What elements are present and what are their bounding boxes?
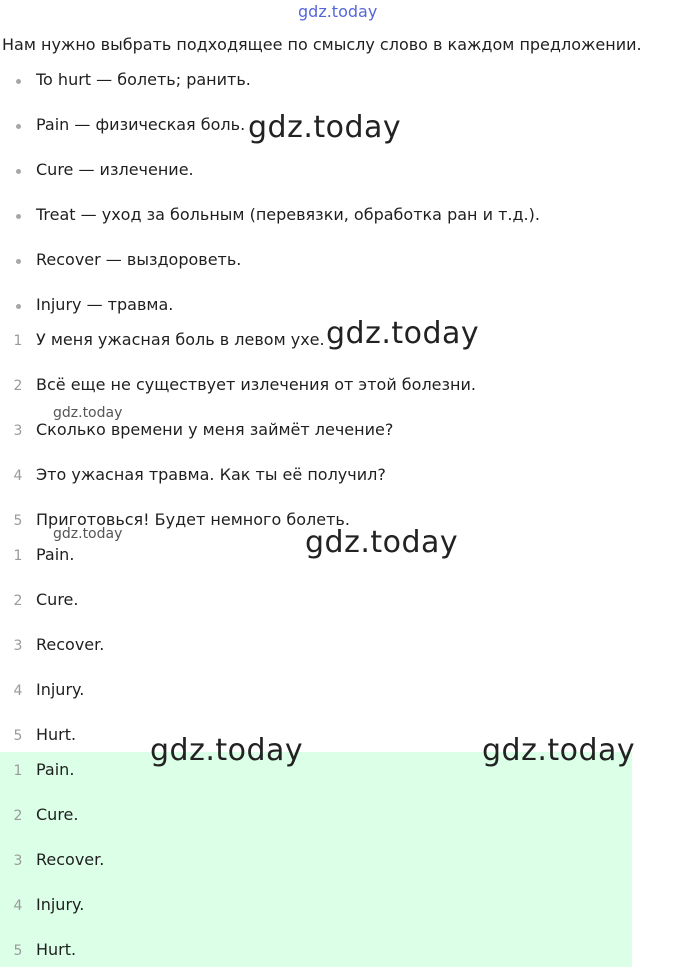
- task-intro: Нам нужно выбрать подходящее по смыслу слово в каждом предложении.: [2, 35, 642, 54]
- item-number: 2: [13, 808, 23, 824]
- answer-text: Injury.: [36, 895, 85, 914]
- item-number: 5: [13, 513, 23, 529]
- vocab-text: Cure — излечение.: [36, 160, 194, 179]
- answer-text: Recover.: [36, 635, 105, 654]
- answer-text: Hurt.: [36, 725, 77, 744]
- answer-text: Recover.: [36, 850, 105, 869]
- item-number: 2: [13, 593, 23, 609]
- answer-text: Hurt.: [36, 940, 77, 959]
- item-number: 4: [13, 683, 23, 699]
- item-number: 1: [13, 763, 23, 779]
- item-number: 1: [13, 333, 23, 349]
- vocab-text: Pain — физическая боль.: [36, 115, 246, 134]
- watermark: gdz.today: [53, 526, 123, 542]
- answer-text: Cure.: [36, 805, 79, 824]
- vocab-text: To hurt — болеть; ранить.: [36, 70, 251, 89]
- sentence-text: У меня ужасная боль в левом ухе.: [36, 330, 325, 349]
- watermark: gdz.today: [248, 110, 402, 145]
- sentence-text: Это ужасная травма. Как ты её получил?: [36, 465, 386, 484]
- item-number: 5: [13, 943, 23, 959]
- bullet-icon: [16, 79, 21, 84]
- answer-text: Cure.: [36, 590, 79, 609]
- vocab-text: Injury — травма.: [36, 295, 174, 314]
- item-number: 4: [13, 468, 23, 484]
- watermark: gdz.today: [326, 316, 480, 351]
- bullet-icon: [16, 304, 21, 309]
- bullet-icon: [16, 214, 21, 219]
- answer-text: Injury.: [36, 680, 85, 699]
- vocab-text: Recover — выздороветь.: [36, 250, 242, 269]
- item-number: 3: [13, 638, 23, 654]
- sentence-text: Приготовься! Будет немного болеть.: [36, 510, 350, 529]
- item-number: 4: [13, 898, 23, 914]
- watermark: gdz.today: [482, 733, 636, 768]
- item-number: 5: [13, 728, 23, 744]
- item-number: 2: [13, 378, 23, 394]
- bullet-icon: [16, 169, 21, 174]
- watermark: gdz.today: [305, 525, 459, 560]
- sentence-text: Всё еще не существует излечения от этой болезни.: [36, 375, 476, 394]
- bullet-icon: [16, 259, 21, 264]
- vocab-text: Treat — уход за больным (перевязки, обработка ран и т.д.).: [36, 205, 540, 224]
- sentence-text: Сколько времени у меня займёт лечение?: [36, 420, 394, 439]
- watermark: gdz.today: [150, 733, 304, 768]
- answer-text: Pain.: [36, 760, 75, 779]
- item-number: 3: [13, 423, 23, 439]
- bullet-icon: [16, 124, 21, 129]
- answer-text: Pain.: [36, 545, 75, 564]
- item-number: 3: [13, 853, 23, 869]
- top-watermark: gdz.today: [298, 2, 378, 21]
- item-number: 1: [13, 548, 23, 564]
- watermark: gdz.today: [53, 405, 123, 421]
